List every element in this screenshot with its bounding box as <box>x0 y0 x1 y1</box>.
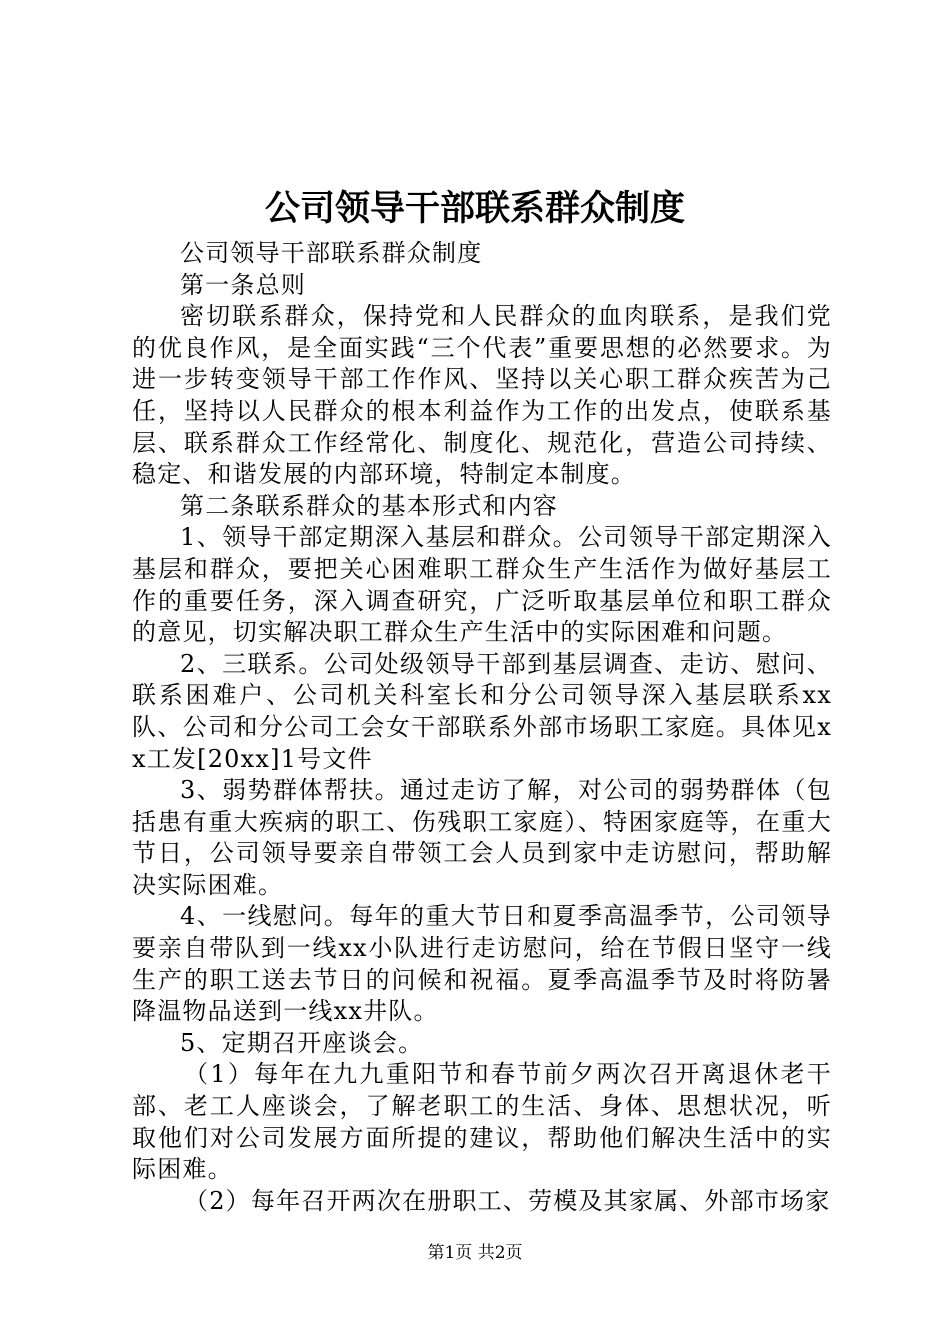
paragraph: 1、领导干部定期深入基层和群众。公司领导干部定期深入基层和群众，要把关心困难职工群众生产生活作为做好基层工作的重要任务，深入调查研究，广泛听取基层单位和职工群众的意见，切实解决职工群众生产生活中的实际困难和问题。 <box>132 523 832 647</box>
sub-paragraph: （1）每年在九九重阳节和春节前夕两次召开离退休老干部、老工人座谈会，了解老职工的生活、身体、思想状况，听取他们对公司发展方面所提的建议，帮助他们解决生活中的实际困难。 <box>132 1060 832 1184</box>
document-title: 公司领导干部联系群众制度 <box>264 188 685 229</box>
article-1-heading: 第一条总则 <box>180 270 306 299</box>
article-2-heading: 第二条联系群众的基本形式和内容 <box>180 491 558 520</box>
paragraph: 2、三联系。公司处级领导干部到基层调查、走访、慰问、联系困难户、公司机关科室长和分公司领导深入基层联系xx队、公司和分公司工会女干部联系外部市场职工家庭。具体见xx工发[20xx]1号文件 <box>132 649 832 773</box>
page-footer: 第1页 共2页 <box>427 1243 523 1263</box>
paragraph: 密切联系群众，保持党和人民群众的血肉联系，是我们党的优良作风，是全面实践“三个代表”重要思想的必然要求。为进一步转变领导干部工作作风、坚持以关心职工群众疾苦为己任，坚持以人民群众的根本利益作为工作的出发点，使联系基层、联系群众工作经常化、制度化、规范化，营造公司持续、稳定、和谐发展的内部环境，特制定本制度。 <box>132 302 832 489</box>
paragraph: 5、定期召开座谈会。 <box>180 1028 424 1057</box>
document-body <box>132 238 832 1217</box>
paragraph: 4、一线慰问。每年的重大节日和夏季高温季节，公司领导要亲自带队到一线xx小队进行走访慰问，给在节假日坚守一线生产的职工送去节日的问候和祝福。夏季高温季节及时将防暑降温物品送到一线xx井队。 <box>132 902 832 1026</box>
paragraph-heading: 公司领导干部联系群众制度 <box>180 239 483 267</box>
sub-paragraph: （2）每年召开两次在册职工、劳模及其家属、外部市场家 <box>184 1186 831 1215</box>
paragraph: 3、弱势群体帮扶。通过走访了解，对公司的弱势群体（包括患有重大疾病的职工、伤残职工家庭）、特困家庭等，在重大节日，公司领导要亲自带领工会人员到家中走访慰问，帮助解决实际困难。 <box>132 776 832 899</box>
